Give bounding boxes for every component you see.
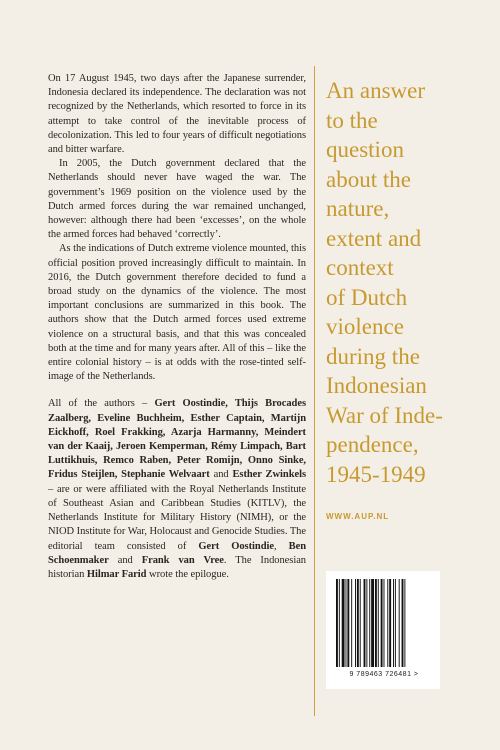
editor-2: Ben Schoenmaker xyxy=(48,540,307,566)
epilogue-author: Hilmar Farid xyxy=(86,568,147,580)
barcode xyxy=(326,571,440,689)
authors-intro: All of the authors – xyxy=(48,398,148,410)
barcode-icon xyxy=(336,579,430,667)
blurb-paragraph-1: On 17 August 1945, two days after the Japanese surrender, Indonesia declared its independence. The declaration was not recognized by the Netherlands, which resorted to force in its attempt to take control of the inevitable process of decolonization. This led to four years of difficult negotiations and bitter warfare. xyxy=(48,73,306,156)
epilogue-tail: wrote the epilogue. xyxy=(149,568,229,580)
editor-1: Gert Oostindie xyxy=(198,540,274,552)
gold-divider-rule xyxy=(314,66,315,716)
editors-separator: , xyxy=(273,540,277,552)
authors-names: Gert Oostindie, Thijs Brocades Zaalberg, Eveline Buchheim, Esther Captain, Martijn Eickhoff, Roel Frakking, Azarja Harmanny, Meindert van der Kaaij, Jeroen Kemperman, Rémy Limpach, Bart Luttikhuis, Remco Raben, Peter Romijn, Onno Sinke, Fridus Steijlen, Stephanie Welvaart xyxy=(48,398,306,481)
publisher-website: WWW.AUP.NL xyxy=(326,512,390,521)
authors-and: and xyxy=(213,469,229,481)
editors-and: and xyxy=(117,554,133,566)
tagline: An answer to the question about the nature, extent and context of Dutch violence during the Indonesian War of Inde- pendence, 1945-1949 xyxy=(326,78,443,487)
blurb-paragraph-3: As the indications of Dutch extreme violence mounted, this official position proved increasingly difficult to maintain. In 2016, the Dutch government therefore decided to fund a broad study on the dynamics of the violence. The most important conclusions are summarized in this book. The authors show that the Dutch armed forces used extreme violence on a structural basis, and that this was concealed both at the time and for many years after. All of this – like the entire colonial history – is at odds with the rose-tinted self-image of the Netherlands. xyxy=(48,243,306,383)
editors-tail: . The Indonesian historian xyxy=(48,554,306,580)
authors-last-name: Esther Zwinkels xyxy=(232,469,307,481)
blurb-column xyxy=(48,72,306,582)
authors-affiliations: – are or were affiliated with the Royal Netherlands Institute of Southeast Asian and Caribbean Studies (KITLV), the Netherlands Institute for Military History (NIMH), or the NIOD Institute for War, Holocaust and Genocide Studies. The editorial team consisted of xyxy=(48,483,306,552)
isbn-digits: 9 789463 726481 > xyxy=(349,671,419,678)
authors-paragraph xyxy=(48,397,306,582)
editor-3: Frank van Vree xyxy=(141,554,224,566)
paragraph-gap xyxy=(48,384,306,397)
blurb-paragraph-2: In 2005, the Dutch government declared that the Netherlands should never have waged the war. The government’s 1969 position on the violence used by the Dutch armed forces during the war remained unchanged, however: although there had been ‘excesses’, on the whole the armed forces had behaved ‘correctly’. xyxy=(48,158,306,241)
